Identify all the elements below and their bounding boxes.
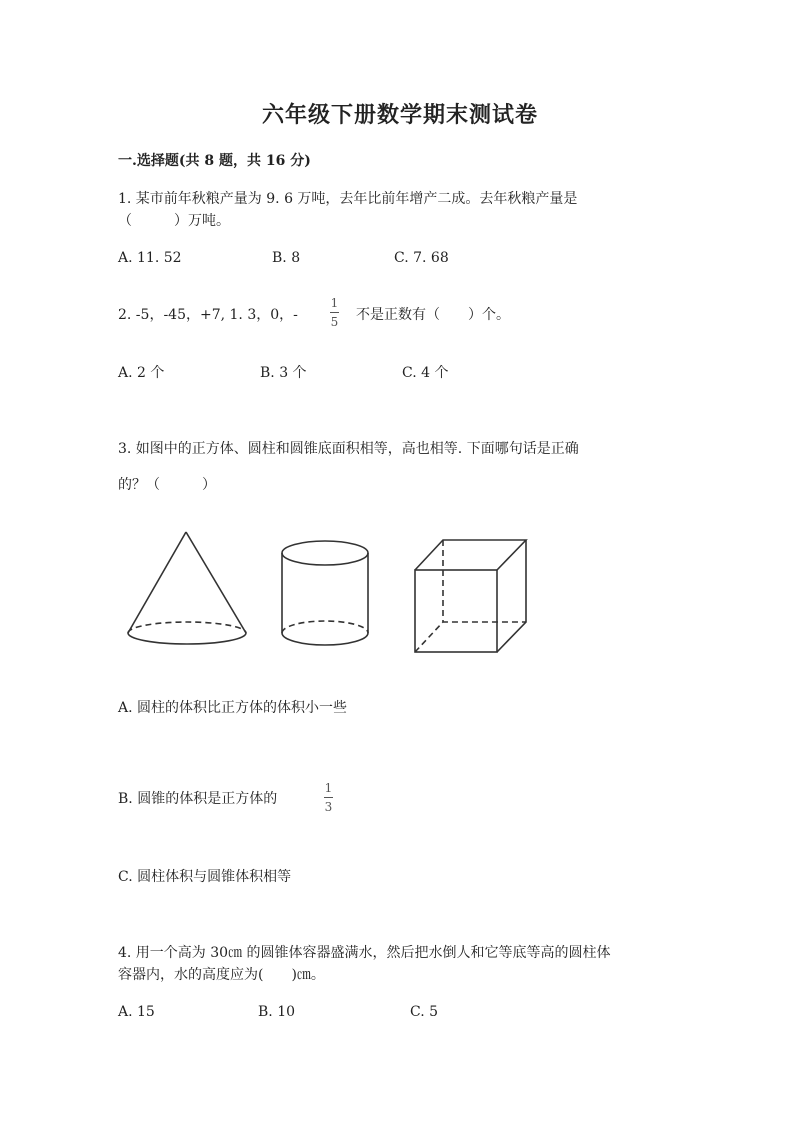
question-4-option-c: C. 5	[410, 1004, 439, 1020]
question-1-option-b: B. 8	[272, 250, 301, 266]
fraction-bar	[330, 312, 339, 313]
question-2-text: 2. -5，-45，+7, 1. 3，0，-	[118, 307, 298, 323]
question-1-line-2: （ ）万吨。	[118, 213, 230, 229]
question-2-option-a: A. 2 个	[118, 365, 165, 381]
question-3-line-1: 3. 如图中的正方体、圆柱和圆锥底面积相等，高也相等. 下面哪句话是正确	[118, 441, 579, 457]
question-2-fraction	[330, 297, 339, 328]
question-1-option-c: C. 7. 68	[394, 250, 449, 266]
question-3-line-2: 的？（ ）	[118, 477, 216, 493]
solid-figures-illustration	[118, 525, 538, 660]
question-2-option-b: B. 3 个	[260, 365, 307, 381]
question-2-text-after: 不是正数有（ ）个。	[356, 307, 510, 323]
fraction-denominator: 5	[330, 315, 339, 329]
section-heading: 一.选择题(共 8 题，共 16 分)	[118, 153, 311, 169]
fraction-bar	[324, 797, 333, 798]
question-3-option-a: A. 圆柱的体积比正方体的体积小一些	[118, 700, 348, 716]
cube-figure	[415, 540, 526, 652]
question-1-option-a: A. 11. 52	[118, 250, 182, 266]
question-4-option-b: B. 10	[258, 1004, 296, 1020]
cone-figure	[128, 532, 246, 644]
fraction-numerator: 1	[324, 781, 333, 795]
question-4-option-a: A. 15	[118, 1004, 155, 1020]
page-title: 六年级下册数学期末测试卷	[261, 102, 538, 128]
question-1-line-1: 1. 某市前年秋粮产量为 9. 6 万吨，去年比前年增产二成。去年秋粮产量是	[118, 191, 578, 207]
question-3-option-b: B. 圆锥的体积是正方体的	[118, 791, 278, 807]
fraction-numerator: 1	[330, 296, 339, 310]
question-4-line-2: 容器内，水的高度应为( )㎝。	[118, 967, 325, 983]
question-3-option-c: C. 圆柱体积与圆锥体积相等	[118, 869, 292, 885]
question-4-line-1: 4. 用一个高为 30㎝ 的圆锥体容器盛满水，然后把水倒人和它等底等高的圆柱体	[118, 945, 611, 961]
question-3-option-b-fraction	[324, 782, 333, 813]
cylinder-figure	[282, 541, 368, 645]
question-2-option-c: C. 4 个	[402, 365, 449, 381]
fraction-denominator: 3	[324, 800, 333, 814]
